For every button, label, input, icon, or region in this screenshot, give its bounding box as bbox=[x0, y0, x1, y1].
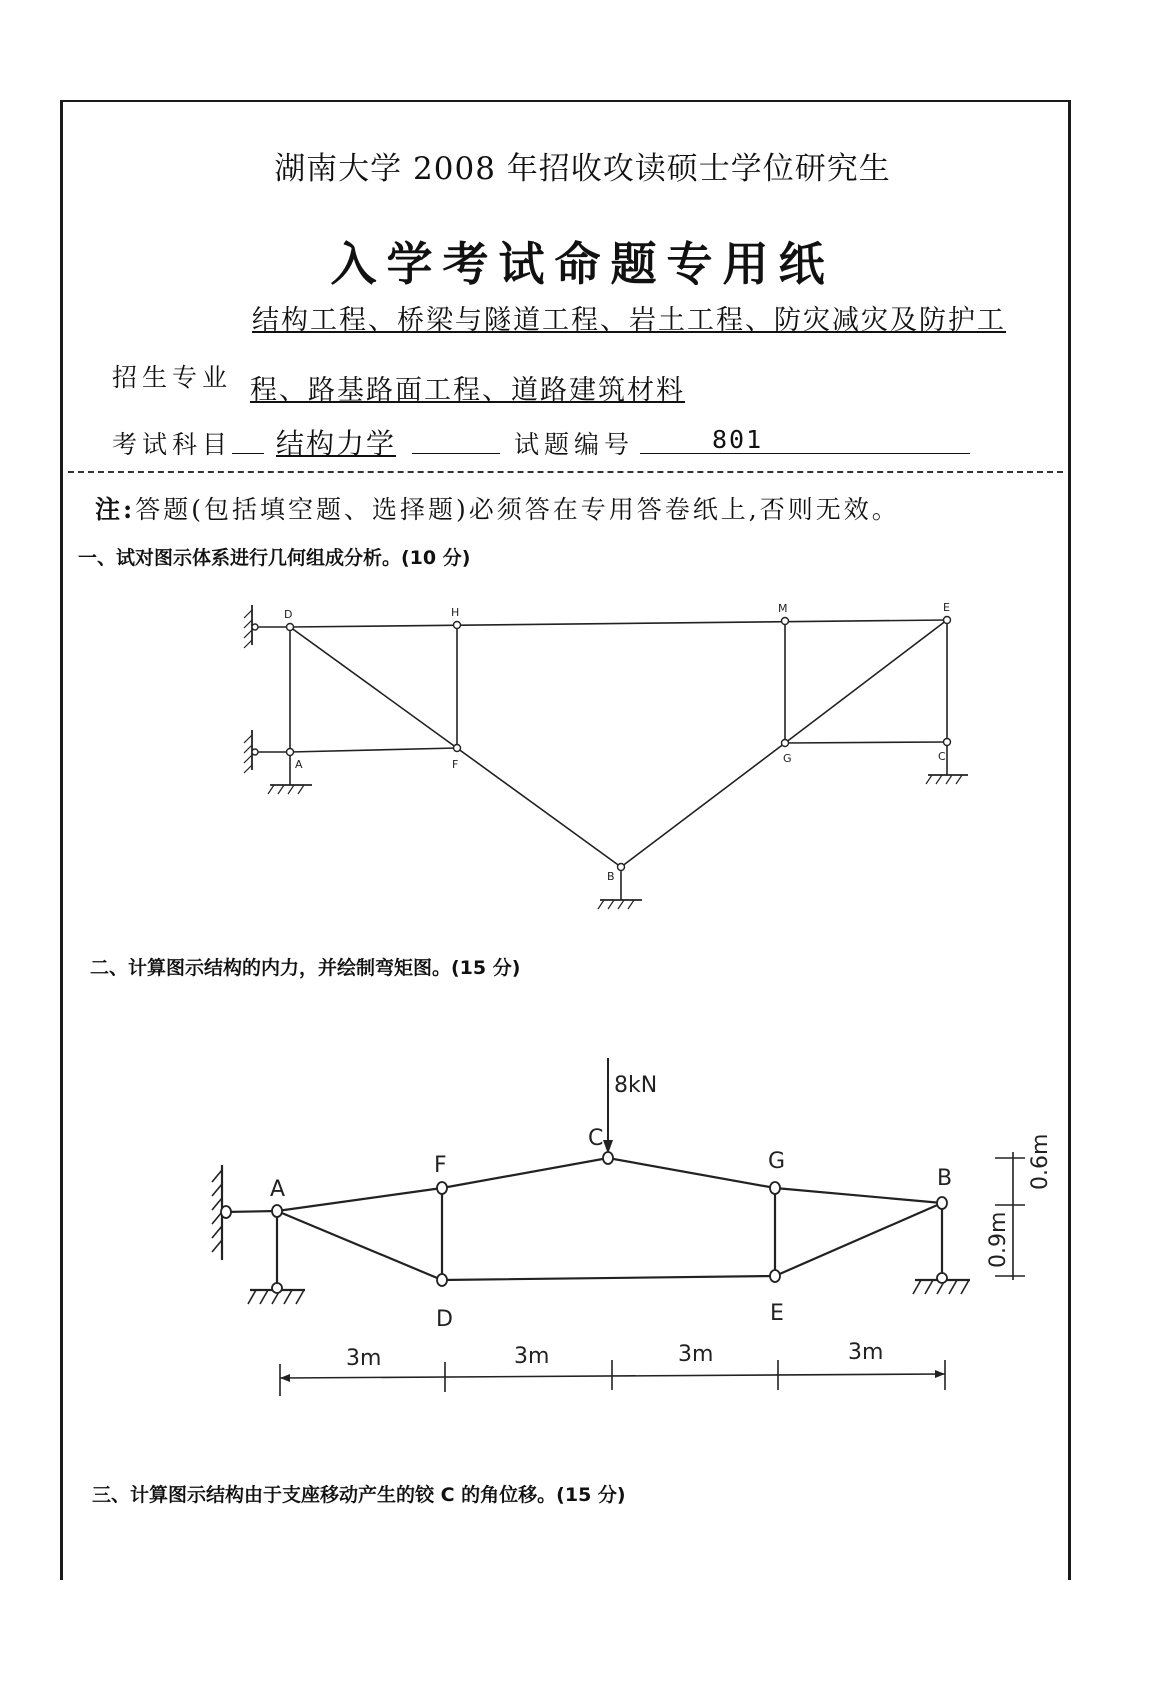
fig2-node-label: D bbox=[436, 1307, 453, 1332]
fig2-node-label: G bbox=[768, 1149, 786, 1174]
exam-paper-title: 入学考试命题专用纸 bbox=[330, 237, 835, 291]
fig1-node-label: H bbox=[451, 606, 460, 619]
span-label: 3m bbox=[514, 1344, 550, 1369]
fig1-node-label: B bbox=[607, 870, 615, 883]
height-label: 0.9m bbox=[986, 1211, 1011, 1268]
note-text: 答题(包括填空题、选择题)必须答在专用答卷纸上,否则无效。 bbox=[135, 495, 900, 524]
span-label: 3m bbox=[848, 1340, 884, 1365]
span-label: 3m bbox=[346, 1346, 382, 1371]
major-line-2: 程、路基路面工程、道路建筑材料 bbox=[250, 375, 685, 406]
fig1-node-label: A bbox=[295, 758, 303, 771]
span-label: 3m bbox=[678, 1342, 714, 1367]
code-label: 试题编号 bbox=[514, 430, 635, 459]
question-1: 一、试对图示体系进行几何组成分析。(10 分) bbox=[78, 547, 471, 569]
subject-value: 结构力学 bbox=[276, 427, 397, 460]
fig2-node-label: E bbox=[770, 1301, 784, 1326]
fig1-node-label: C bbox=[938, 750, 946, 763]
fig1-node-label: E bbox=[943, 601, 950, 614]
question-3: 三、计算图示结构由于支座移动产生的铰 C 的角位移。(15 分) bbox=[92, 1484, 626, 1506]
fig2-node-label: B bbox=[937, 1166, 953, 1191]
exam-header-title: 湖南大学 2008 年招收攻读硕士学位研究生 bbox=[274, 151, 891, 187]
code-value: 801 bbox=[712, 425, 764, 454]
load-label: 8kN bbox=[614, 1073, 658, 1098]
fig1-node-label: M bbox=[778, 602, 788, 615]
height-label: 0.6m bbox=[1028, 1133, 1053, 1190]
major-label: 招生专业 bbox=[112, 363, 233, 392]
question-2: 二、计算图示结构的内力，并绘制弯矩图。(15 分) bbox=[90, 957, 521, 979]
fig2-node-label: A bbox=[270, 1177, 286, 1202]
fig1-node-label: F bbox=[452, 758, 459, 771]
note-prefix: 注: bbox=[95, 495, 136, 524]
fig1-node-label: D bbox=[284, 608, 293, 621]
fig1-node-label: G bbox=[783, 752, 792, 765]
major-line-1: 结构工程、桥梁与隧道工程、岩土工程、防灾减灾及防护工 bbox=[252, 305, 1006, 336]
fig2-node-label: F bbox=[434, 1153, 447, 1178]
fig2-node-label: C bbox=[588, 1126, 604, 1151]
subject-label: 考试科目 bbox=[112, 430, 233, 459]
